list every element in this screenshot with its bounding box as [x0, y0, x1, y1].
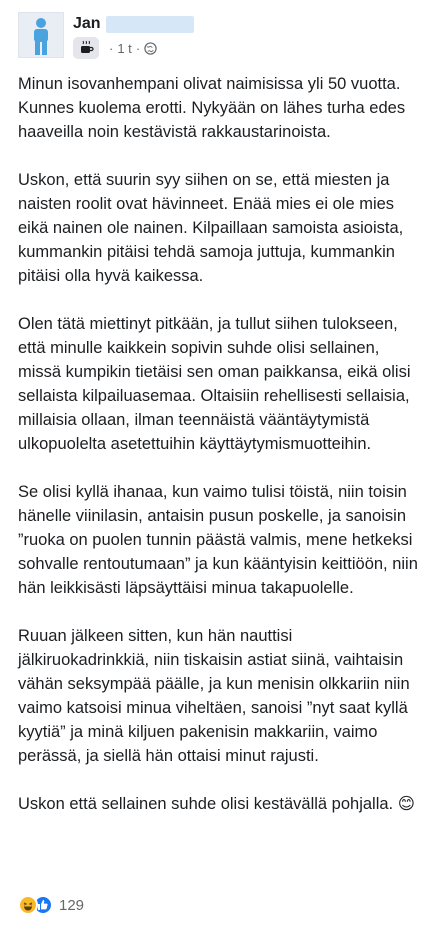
post-header — [18, 12, 418, 62]
reaction-count[interactable]: 129 — [59, 896, 85, 914]
globe-icon — [144, 42, 157, 55]
post-time[interactable]: 1 t — [117, 40, 132, 56]
post-meta — [73, 37, 157, 59]
meta-separator: · — [109, 40, 114, 56]
post-paragraph: Ruuan jälkeen sitten, kun hän nauttisi jälkiruokadrinkkiä, niin tiskaisin astiat siinä, vaihtaisin vähän seksympää päälle, ja kun menisin olkkariin niin vaimo katsoisi minua viheltäen, sanoisi ”nyt saat kyllä kyytiä” ja minä kiljuen pakenisin makkariin, vaimo perässä, ja siellä hän ottaisi minut rajusti. — [18, 627, 410, 765]
haha-reaction-icon — [18, 895, 38, 915]
meta-separator-2: · — [135, 40, 141, 56]
post-paragraph: Olen tätä miettinyt pitkään, ja tullut siihen tulokseen, että minulle kaikkein sopivin suhde olisi sellainen, missä kumpikin tietäisi sen oman paikkansa, eikä olisi sellaista kilpailuasemaa. Oltaisiin rehellisesti sellaisia, millaisia ollaan, ilman teennäistä vääntäytymistä ulkopuolelta asetettuihin käyttäytymismuotteihin. — [18, 315, 411, 453]
post-paragraph: Se olisi kyllä ihanaa, kun vaimo tulisi töistä, niin toisin hänelle viinilasin, antaisin pusun poskelle, ja sanoisin ”ruoka on puolen tunnin päästä valmis, mene hetkeksi sohvalle rentoutumaan” ja kun kääntyisin keittiöön, niin hän leikkisästi läpsäyttäisi minua takapuolelle. — [18, 483, 418, 597]
author-avatar[interactable] — [18, 12, 64, 58]
default-avatar-icon — [19, 13, 63, 57]
author-row — [73, 14, 194, 34]
post-body — [18, 72, 422, 840]
coffee-cup-icon[interactable] — [73, 37, 99, 59]
post-paragraph: Minun isovanhempani olivat naimisissa yli 50 vuotta. Kunnes kuolema erotti. Nykyään on lähes turha edes haaveilla noin kestävistä rakkaustarinoista. — [18, 75, 406, 141]
post-paragraph: Uskon että sellainen suhde olisi kestävällä pohjalla. 😊 — [18, 795, 415, 813]
post-paragraph: Uskon, että suurin syy siihen on se, että miesten ja naisten roolit ovat hävinneet. Enää mies ei ole mies eikä nainen ole nainen. Kilpaillaan samoista asioista, kummankin pitäisi tehdä samoja juttuja, kummankin pitäisi olla hyvä kaikessa. — [18, 171, 404, 285]
reactions-summary[interactable] — [18, 893, 84, 917]
redacted-surname — [106, 16, 194, 33]
author-name[interactable]: Jan — [73, 15, 101, 32]
